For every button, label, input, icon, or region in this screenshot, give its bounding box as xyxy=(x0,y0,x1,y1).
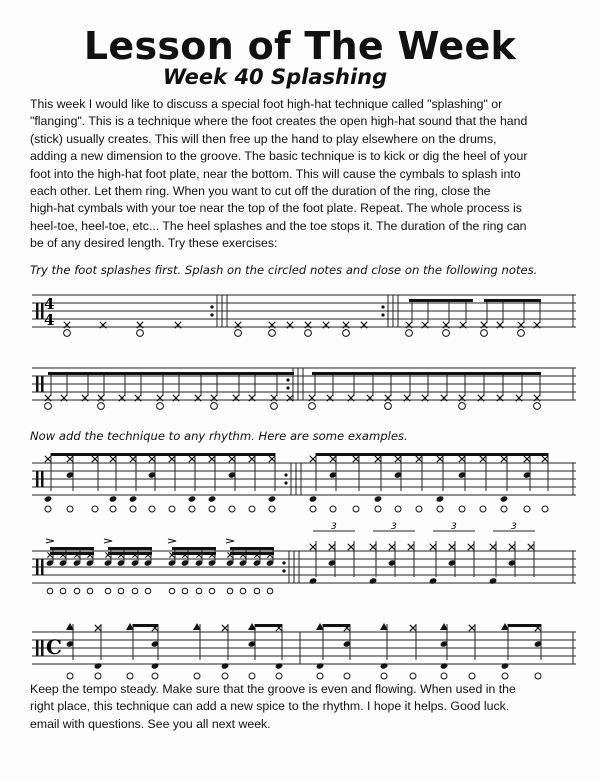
percussion-clef-icon xyxy=(36,376,39,392)
beam xyxy=(133,624,158,627)
beam xyxy=(316,453,548,456)
circled-note-icon xyxy=(127,673,133,679)
circled-note-icon xyxy=(98,403,105,410)
circled-note-icon xyxy=(481,330,488,337)
percussion-clef-icon xyxy=(36,303,39,319)
notehead xyxy=(268,495,277,502)
x-notehead-icon xyxy=(449,544,455,550)
x-notehead-icon xyxy=(330,456,336,462)
notehead xyxy=(369,577,378,584)
percussion-clef-icon xyxy=(36,640,39,656)
common-time-icon: C xyxy=(46,635,62,659)
beam xyxy=(508,624,541,627)
notehead xyxy=(440,662,449,669)
circled-note-icon xyxy=(209,506,215,512)
circled-note-icon xyxy=(375,506,381,512)
x-notehead-icon xyxy=(524,456,530,462)
circled-note-icon xyxy=(406,330,413,337)
repeat-dot xyxy=(381,313,384,316)
x-notehead-icon xyxy=(269,456,275,462)
x-notehead-icon xyxy=(395,456,401,462)
accent-icon xyxy=(168,539,176,543)
notehead xyxy=(501,662,510,669)
beam xyxy=(230,552,274,555)
circled-note-icon xyxy=(189,506,195,512)
circled-note-icon xyxy=(271,403,278,410)
circled-note-icon xyxy=(240,588,246,594)
beam xyxy=(50,547,94,550)
x-notehead-icon xyxy=(67,456,73,462)
staff-groove-1 xyxy=(32,453,576,512)
circled-note-icon xyxy=(518,330,525,337)
beam xyxy=(230,547,274,550)
x-notehead-icon xyxy=(45,456,51,462)
x-notehead-icon xyxy=(528,544,534,550)
circled-note-icon xyxy=(169,588,175,594)
exercise-caption-2: Now add the technique to any rhythm. Here are some examples. xyxy=(30,429,408,443)
notehead xyxy=(436,495,445,502)
notehead xyxy=(275,662,284,669)
circled-note-icon xyxy=(196,588,202,594)
beam xyxy=(172,552,216,555)
circled-note-icon xyxy=(459,403,466,410)
circled-note-icon xyxy=(45,403,52,410)
repeat-dot xyxy=(210,305,213,308)
x-notehead-icon xyxy=(370,544,376,550)
beam xyxy=(409,299,473,302)
circled-note-icon xyxy=(249,506,255,512)
repeat-dot xyxy=(286,386,289,389)
circled-note-icon xyxy=(542,506,548,512)
x-notehead-icon xyxy=(310,544,316,550)
circled-note-icon xyxy=(132,588,138,594)
circled-note-icon xyxy=(480,506,486,512)
circled-note-icon xyxy=(67,506,73,512)
repeat-dot xyxy=(282,569,285,572)
beam xyxy=(255,624,282,627)
intro-paragraph: This week I would like to discuss a special foot high-hat technique called "splashing" or "flanging". This is a technique where the foot creates the open high-hat sound that the hand (stick) usually creates. This will then free up the hand to play elsewhere on the drums, adding a new dimension to the groove. The basic technique is to kick or dig the heel of your foot into the high-hat foot plate, near the bottom. This will cause the cymbals to splash into each other. Let them ring. When you want to cut off the duration of the ring, close the high-hat cymbals with your toe near the top of the foot plate. Repeat. The whole process is heel-toe, heel-toe, etc... The heel splashes and the toe stops it. The duration of the ring can be of any desired length. Try these exercises: xyxy=(30,97,528,251)
notehead xyxy=(188,495,197,502)
percussion-clef-icon xyxy=(36,559,39,575)
x-notehead-icon xyxy=(430,544,436,550)
x-notehead-icon xyxy=(480,456,486,462)
circled-note-icon xyxy=(229,506,235,512)
triplet-mark: 3 xyxy=(391,522,397,532)
circled-note-icon xyxy=(87,588,93,594)
page-subtitle: Week 40 Splashing xyxy=(162,65,388,89)
beam xyxy=(484,299,541,302)
staff-splash-2 xyxy=(32,368,576,409)
notehead xyxy=(208,495,217,502)
x-notehead-icon xyxy=(410,625,416,631)
notehead xyxy=(94,662,103,669)
circled-note-icon xyxy=(64,330,71,337)
circled-note-icon xyxy=(317,673,323,679)
circled-note-icon xyxy=(105,588,111,594)
repeat-dot xyxy=(284,473,287,476)
repeat-dot xyxy=(282,561,285,564)
circled-note-icon xyxy=(269,506,275,512)
circled-note-icon xyxy=(310,506,316,512)
staff-groove-2 xyxy=(32,522,576,594)
circled-note-icon xyxy=(267,588,273,594)
x-notehead-icon xyxy=(542,456,548,462)
x-notehead-icon xyxy=(95,625,101,631)
x-notehead-icon xyxy=(229,456,235,462)
notehead xyxy=(429,577,438,584)
x-notehead-icon xyxy=(348,544,354,550)
circled-note-icon xyxy=(330,506,336,512)
x-notehead-icon xyxy=(468,544,474,550)
circled-note-icon xyxy=(254,588,260,594)
circled-note-icon xyxy=(441,673,447,679)
beam xyxy=(312,372,541,375)
x-notehead-icon xyxy=(222,625,228,631)
circled-note-icon xyxy=(459,506,465,512)
circled-note-icon xyxy=(381,673,387,679)
circled-note-icon xyxy=(60,588,66,594)
circled-note-icon xyxy=(137,330,144,337)
circled-note-icon xyxy=(211,403,218,410)
circled-note-icon xyxy=(45,506,51,512)
circled-note-icon xyxy=(130,506,136,512)
circled-note-icon xyxy=(410,673,416,679)
repeat-dot xyxy=(284,481,287,484)
circled-note-icon xyxy=(227,588,233,594)
repeat-dot xyxy=(286,378,289,381)
notehead xyxy=(129,495,138,502)
notehead xyxy=(309,495,318,502)
page-title: Lesson of The Week xyxy=(83,24,517,68)
circled-note-icon xyxy=(182,588,188,594)
beam xyxy=(50,552,94,555)
x-notehead-icon xyxy=(310,456,316,462)
circled-note-icon xyxy=(502,673,508,679)
circled-note-icon xyxy=(534,403,541,410)
triplet-mark: 3 xyxy=(451,522,457,532)
circled-note-icon xyxy=(269,330,276,337)
circled-note-icon xyxy=(276,673,282,679)
circled-note-icon xyxy=(416,506,422,512)
percussion-clef-icon xyxy=(41,559,44,575)
circled-note-icon xyxy=(501,506,507,512)
circled-note-icon xyxy=(305,330,312,337)
x-notehead-icon xyxy=(189,456,195,462)
staff-groove-3 xyxy=(32,623,576,679)
x-notehead-icon xyxy=(169,456,175,462)
notehead xyxy=(380,662,389,669)
circled-note-icon xyxy=(235,330,242,337)
closing-paragraph: Keep the tempo steady. Make sure that the groove is even and flowing. When used in the right place, this technique can add a new spice to the rhythm. I hope it helps. Good luck. email with questions. See you all next week. xyxy=(30,682,516,731)
staff-splash-1 xyxy=(32,295,576,336)
notehead xyxy=(374,495,383,502)
circled-note-icon xyxy=(74,588,80,594)
x-notehead-icon xyxy=(501,456,507,462)
x-notehead-icon xyxy=(353,456,359,462)
circled-note-icon xyxy=(353,506,359,512)
circled-note-icon xyxy=(157,403,164,410)
x-notehead-icon xyxy=(329,544,335,550)
percussion-clef-icon xyxy=(41,640,44,656)
x-notehead-icon xyxy=(509,544,515,550)
exercise-caption-1: Try the foot splashes first. Splash on the circled notes and close on the following notes. xyxy=(30,263,538,277)
time-signature-top: 4 xyxy=(44,295,55,313)
circled-note-icon xyxy=(395,506,401,512)
circled-note-icon xyxy=(95,673,101,679)
x-notehead-icon xyxy=(375,456,381,462)
beam xyxy=(51,453,275,456)
accent-icon xyxy=(46,539,54,543)
circled-note-icon xyxy=(524,506,530,512)
triplet-mark: 3 xyxy=(511,522,517,532)
circled-note-icon xyxy=(443,330,450,337)
x-notehead-icon xyxy=(459,456,465,462)
circled-note-icon xyxy=(110,506,116,512)
circled-note-icon xyxy=(194,673,200,679)
notehead xyxy=(489,577,498,584)
notehead xyxy=(151,662,160,669)
x-notehead-icon xyxy=(149,456,155,462)
x-notehead-icon xyxy=(416,456,422,462)
time-signature-bottom: 4 xyxy=(44,311,55,329)
notehead xyxy=(44,495,53,502)
circled-note-icon xyxy=(343,330,350,337)
notehead xyxy=(109,495,118,502)
circled-note-icon xyxy=(385,403,392,410)
x-notehead-icon xyxy=(490,544,496,550)
x-notehead-icon xyxy=(209,456,215,462)
circled-note-icon xyxy=(309,403,316,410)
notehead xyxy=(316,662,325,669)
circled-note-icon xyxy=(344,673,350,679)
circled-note-icon xyxy=(92,506,98,512)
accent-icon xyxy=(104,539,112,543)
circled-note-icon xyxy=(149,506,155,512)
beam xyxy=(172,547,216,550)
circled-note-icon xyxy=(47,588,53,594)
x-notehead-icon xyxy=(110,456,116,462)
x-notehead-icon xyxy=(408,544,414,550)
beam xyxy=(48,372,294,375)
circled-note-icon xyxy=(437,506,443,512)
circled-note-icon xyxy=(145,588,151,594)
beam xyxy=(323,624,350,627)
notehead xyxy=(500,495,509,502)
beam xyxy=(108,547,152,550)
percussion-clef-icon xyxy=(41,471,44,487)
x-notehead-icon xyxy=(389,544,395,550)
circled-note-icon xyxy=(152,673,158,679)
triplet-mark: 3 xyxy=(331,522,337,532)
beam xyxy=(108,552,152,555)
circled-note-icon xyxy=(222,673,228,679)
circled-note-icon xyxy=(209,588,215,594)
circled-note-icon xyxy=(535,673,541,679)
percussion-clef-icon xyxy=(36,471,39,487)
repeat-dot xyxy=(210,313,213,316)
percussion-clef-icon xyxy=(41,376,44,392)
x-notehead-icon xyxy=(249,456,255,462)
x-notehead-icon xyxy=(130,456,136,462)
repeat-dot xyxy=(381,305,384,308)
circled-note-icon xyxy=(67,673,73,679)
circled-note-icon xyxy=(169,506,175,512)
notehead xyxy=(221,662,230,669)
accent-icon xyxy=(226,539,234,543)
circled-note-icon xyxy=(118,588,124,594)
notehead xyxy=(309,577,318,584)
x-notehead-icon xyxy=(437,456,443,462)
circled-note-icon xyxy=(249,673,255,679)
x-notehead-icon xyxy=(92,456,98,462)
x-notehead-icon xyxy=(469,625,475,631)
circled-note-icon xyxy=(469,673,475,679)
